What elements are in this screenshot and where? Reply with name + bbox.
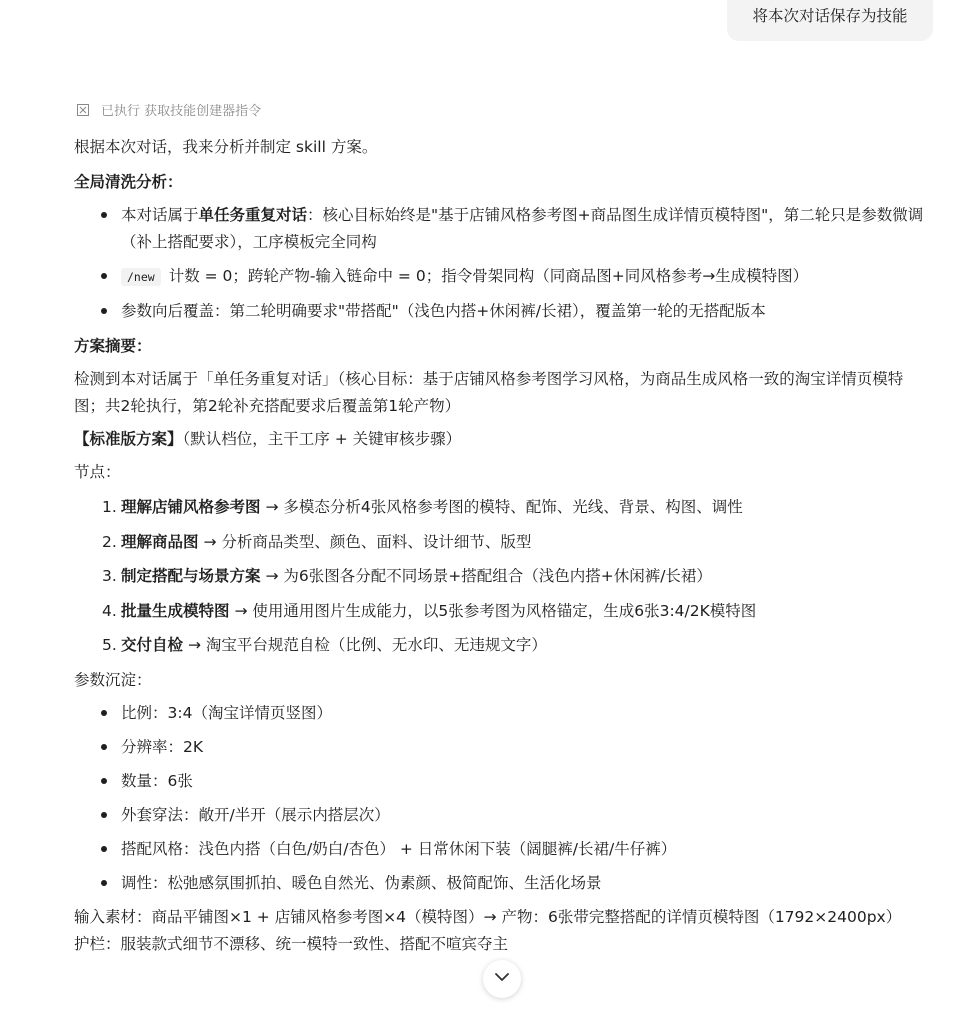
plan-summary-text: 检测到本对话属于「单任务重复对话」（核心目标：基于店铺风格参考图学习风格，为商品生成风格一致的淘宝详情页模特图；共2轮执行，第2轮补充搭配要求后覆盖第1轮产物） (74, 370, 904, 415)
scroll-to-bottom-button[interactable] (483, 960, 521, 998)
list-item: 搭配风格：浅色内搭（白色/奶白/杏色） + 日常休闲下装（阔腿裤/长裙/牛仔裤） (74, 836, 934, 863)
step-text: → 为6张图各分配不同场景+搭配组合（浅色内搭+休闲裤/长裙） (260, 567, 712, 585)
assistant-message (74, 134, 934, 958)
global-analysis-heading: 全局清洗分析： (74, 173, 183, 191)
chevron-down-icon (493, 968, 511, 990)
list-item (74, 202, 934, 256)
step-number: 1. (102, 498, 117, 516)
user-message-text: 将本次对话保存为技能 (752, 7, 908, 25)
step-text: → 淘宝平台规范自检（比例、无水印、无违规文字） (183, 636, 547, 654)
step-number: 3. (102, 567, 117, 585)
step-title: 交付自检 (121, 636, 184, 654)
step-item (74, 494, 934, 521)
step-number: 2. (102, 532, 117, 551)
step-item (74, 632, 934, 659)
guardrail-text: 护栏：服装款式细节不漂移、统一模特一致性、搭配不喧宾夺主 (74, 934, 509, 953)
params-label: 参数沉淀： (74, 670, 152, 689)
standard-plan-line (74, 426, 934, 453)
list-item-bold: 单任务重复对话 (198, 206, 308, 224)
user-message-bubble (727, 0, 933, 41)
list-item-text: 参数向后覆盖：第二轮明确要求"带搭配"（浅色内搭+休闲裤/长裙），覆盖第一轮的无搭配版本 (121, 302, 766, 320)
list-item (74, 263, 934, 291)
step-item (74, 529, 934, 556)
step-title: 制定搭配与场景方案 (121, 567, 261, 585)
list-item: 调性：松弛感氛围抓拍、暖色自然光、伪素颜、极简配饰、生活化场景 (74, 870, 934, 897)
list-item-prefix: 本对话属于 (121, 206, 199, 224)
intro-text: 根据本次对话，我来分析并制定 skill 方案。 (74, 138, 378, 156)
step-text: → 多模态分析4张风格参考图的模特、配饰、光线、背景、构图、调性 (260, 498, 743, 516)
list-item-text: ：核心目标始终是"基于店铺风格参考图+商品图生成详情页模特图"，第二轮只是参数微调（补上搭配要求），工序模板完全同构 (121, 206, 924, 251)
inline-code: /new (121, 268, 161, 286)
step-title: 理解店铺风格参考图 (121, 498, 261, 516)
step-number: 5. (102, 636, 117, 654)
step-item (74, 598, 934, 625)
step-title: 理解商品图 (121, 532, 199, 551)
list-item (74, 298, 934, 325)
step-number: 4. (102, 601, 117, 620)
params-list (74, 700, 934, 897)
list-item: 数量：6张 (74, 768, 934, 795)
tool-execution-status[interactable] (77, 100, 261, 119)
list-item: 分辨率：2K (74, 734, 934, 761)
step-item (74, 563, 934, 590)
step-text: → 分析商品类型、颜色、面料、设计细节、版型 (198, 532, 532, 551)
standard-plan-desc: （默认档位，主干工序 + 关键审核步骤） (182, 430, 462, 448)
nodes-label: 节点： (74, 463, 121, 481)
step-title: 批量生成模特图 (121, 601, 230, 620)
tool-execution-label: 已执行 获取技能创建器指令 (101, 104, 262, 119)
input-output-text: 输入素材：商品平铺图×1 + 店铺风格参考图×4（模特图）→ 产物：6张带完整搭配的详情页模特图（1792×2400px） (74, 907, 902, 926)
plan-summary-heading: 方案摘要： (74, 337, 152, 355)
list-item: 外套穿法：敞开/半开（展示内搭层次） (74, 802, 934, 829)
step-text: → 使用通用图片生成能力，以5张参考图为风格锚定，生成6张3:4/2K模特图 (229, 601, 757, 620)
global-analysis-list (74, 202, 934, 325)
standard-plan-title: 【标准版方案】 (74, 430, 183, 448)
list-item: 比例：3:4（淘宝详情页竖图） (74, 700, 934, 727)
nodes-list (74, 494, 934, 659)
checkbox-cross-icon (77, 104, 89, 116)
list-item-text: 计数 = 0；跨轮产物-输入链命中 = 0；指令骨架同构（同商品图+同风格参考→生成模特图） (168, 267, 809, 285)
